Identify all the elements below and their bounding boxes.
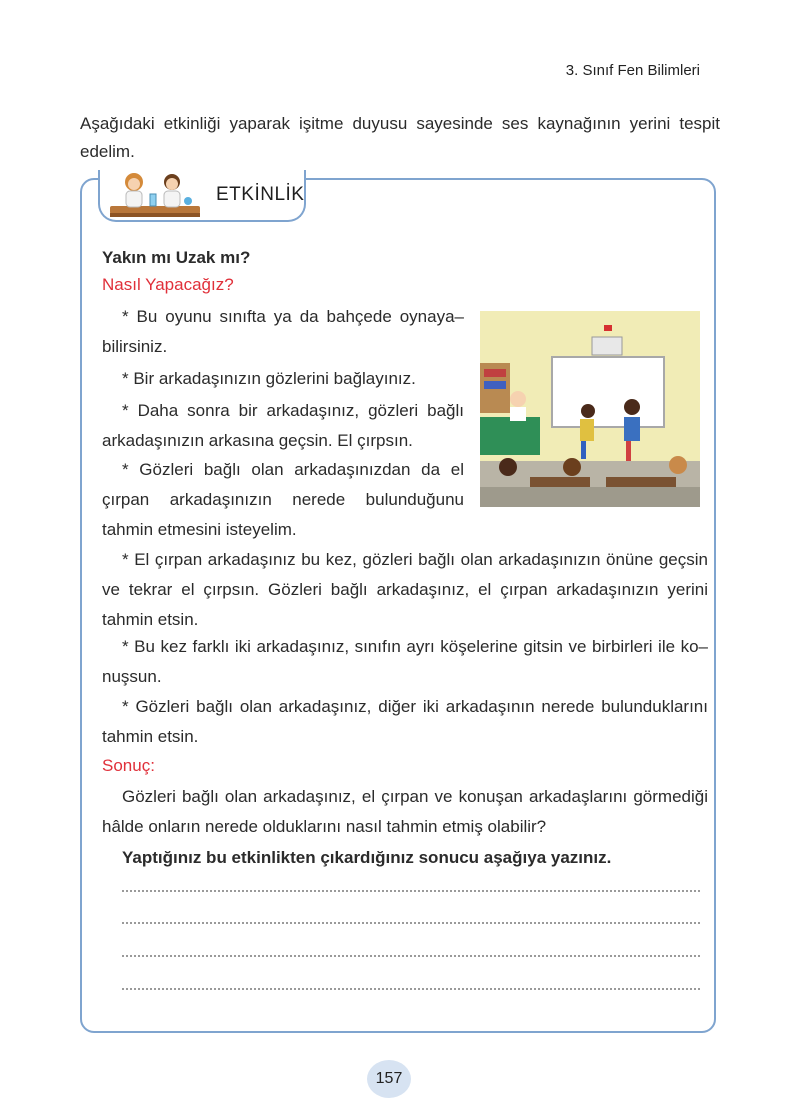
how-heading: Nasıl Yapacağız? — [102, 275, 234, 294]
step-1: * Bu oyunu sınıfta ya da bahçede oynaya– bilirsiniz. — [102, 307, 464, 356]
scientists-illustration-icon — [106, 170, 206, 220]
step-4: * Gözleri bağlı olan arkadaşınızdan da el çırpan arkadaşınızın nerede bulunduğunu tahmin etmesini isteyelim. — [102, 460, 464, 539]
book-title: 3. Sınıf Fen Bilimleri — [565, 62, 700, 79]
write-instruction: Yaptığınız bu etkinlikten çıkardığınız sonucu aşağıya yazınız. — [122, 848, 612, 867]
step-2: * Bir arkadaşınızın gözlerini bağlayınız. — [122, 369, 416, 388]
result-heading: Sonuç: — [102, 756, 155, 775]
step-6: * Bu kez farklı iki arkadaşınız, sınıfın ayrı köşelerine gitsin ve birbirleri ile ko– nuşsun. — [102, 637, 708, 686]
activity-tab — [98, 170, 306, 222]
step-7: * Gözleri bağlı olan arkadaşınız, diğer iki arkadaşının nerede bulunduklarını tahmin etsin. — [102, 697, 708, 746]
activity-title: Yakın mı Uzak mı? — [102, 248, 251, 267]
answer-line-3[interactable] — [122, 955, 700, 957]
result-question: Gözleri bağlı olan arkadaşınız, el çırpan ve konuşan arkadaşlarını görmediği hâlde onların nerede olduklarını nasıl tahmin etmiş olabilir? — [102, 787, 708, 836]
answer-line-1[interactable] — [122, 890, 700, 892]
step-3: * Daha sonra bir arkadaşınız, gözleri bağlı arkadaşınızın arkasına geçsin. El çırpsın. — [102, 401, 464, 450]
answer-line-2[interactable] — [122, 922, 700, 924]
intro-paragraph: Aşağıdaki etkinliği yaparak işitme duyusu sayesinde ses kaynağının yerini tespit edelim. — [80, 114, 720, 161]
page-number: 157 — [367, 1060, 411, 1098]
answer-line-4[interactable] — [122, 988, 700, 990]
tab-label: ETKİNLİK — [216, 184, 305, 205]
step-5: * El çırpan arkadaşınız bu kez, gözleri bağlı olan arkadaşınızın önüne geçsin ve tekrar el çırpsın. Gözleri bağlı arkadaşınız, el çırpan arkadaşınızın yerini tahmin etsin. — [102, 550, 708, 629]
classroom-illustration-icon — [480, 311, 700, 507]
